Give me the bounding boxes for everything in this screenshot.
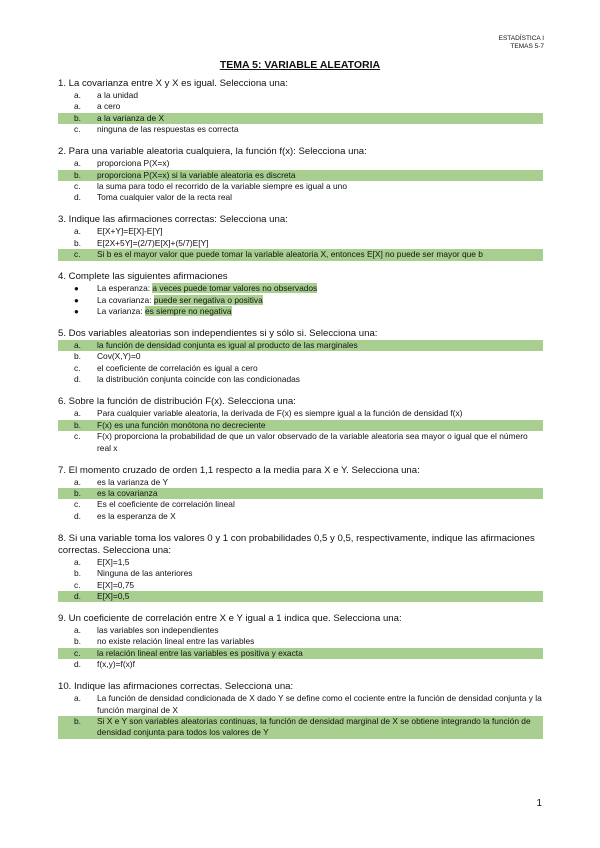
answer-option: a. proporciona P(X=x): [74, 158, 170, 169]
correct-answer-text: a veces puede tomar valores no observados: [152, 283, 318, 294]
answer-option: c. la suma para todo el recorrido de la variable siempre es igual a uno: [74, 181, 347, 192]
document-header: [499, 35, 544, 51]
statement-item: [58, 295, 543, 306]
correct-answer-option: b. a la varianza de X: [58, 113, 543, 124]
question-text: 5. Dos variables aleatorias son independientes si y sólo si. Selecciona una:: [58, 328, 378, 340]
page-number: 1: [536, 798, 542, 809]
answer-option: b. E[2X+5Y]=(2/7)E[X]+(5/7)E[Y]: [74, 237, 209, 248]
question-text: 6. Sobre la función de distribución F(x). Selecciona una:: [58, 396, 296, 408]
bullet: ●: [74, 295, 79, 305]
header-course: ESTADÍSTICA I: [498, 35, 544, 42]
question-text: 1. La covarianza entre X y X es igual. Selecciona una:: [58, 78, 288, 89]
answer-option: a. E[X]=1,5: [74, 556, 130, 567]
question-10: [58, 681, 543, 739]
statement-prefix: La covarianza:: [97, 294, 154, 305]
answer-option: a. a cero: [74, 101, 121, 112]
correct-answer-option: d. E[X]=0,5: [58, 591, 543, 602]
statement-item: [58, 306, 543, 317]
statement-prefix: La esperanza:: [97, 283, 153, 294]
answer-option: a. Para cualquier variable aleatoria, la derivada de F(x) es siempre igual a la función de densidad f(x): [74, 408, 463, 419]
answer-option: c. el coeficiente de correlación es igual a cero: [74, 362, 258, 373]
question-4: [58, 271, 543, 317]
question-text: 9. Un coeficiente de correlación entre X e Y igual a 1 indica que. Selecciona una:: [58, 612, 402, 624]
answer-option: a. a la unidad: [74, 90, 138, 100]
question-6: [58, 396, 543, 454]
question-1: [58, 78, 543, 136]
question-text: 3. Indique las afirmaciones correctas: Selecciona una:: [58, 214, 288, 226]
answer-option: c. F(x) proporciona la probabilidad de que un valor observado de la variable aleatoria sea mayor o igual que el número real x: [74, 431, 528, 453]
correct-answer-option: b. Si X e Y son variables aleatorias continuas, la función de densidad marginal de X se obtiene integrando la función de densidad conjunta para todos los valores de Y: [58, 716, 543, 739]
statement-prefix: La varianza:: [97, 306, 145, 317]
answer-option: b. Ninguna de las anteriores: [74, 568, 193, 579]
bullet: ●: [74, 307, 79, 317]
question-3: [58, 214, 543, 260]
correct-answer-option: c. Si b es el mayor valor que puede tomar la variable aleatoria X, entonces E[X] no puede ser mayor que b: [58, 249, 543, 260]
correct-answer-option: b. proporciona P(X=x) si la variable aleatoria es discreta: [58, 170, 543, 181]
answer-option: a. es la varianza de Y: [74, 476, 169, 487]
answer-option: a. La función de densidad condicionada de X dado Y se define como el cociente entre la función de densidad conjunta y la función marginal de X: [74, 693, 542, 715]
answer-option: c. ninguna de las respuestas es correcta: [74, 124, 239, 135]
answer-option: d. f(x,y)=f(x)f: [74, 659, 135, 670]
question-5: [58, 328, 543, 386]
question-2: [58, 146, 543, 204]
bullet: ●: [74, 284, 79, 294]
page-title: TEMA 5: VARIABLE ALEATORIA: [219, 59, 381, 71]
statement-item: [58, 283, 543, 294]
question-text: 7. El momento cruzado de orden 1,1 respecto a la media para X e Y. Selecciona una:: [58, 464, 420, 476]
question-9: [58, 613, 543, 671]
header-topics: TEMAS 5-7: [510, 43, 544, 50]
correct-answer-option: b. es la covarianza: [58, 488, 543, 499]
answer-option: a. E[X+Y]=E[X]-E[Y]: [74, 226, 163, 237]
answer-option: b. no existe relación lineal entre las variables: [74, 636, 255, 647]
answer-option: c. E[X]=0,75: [74, 579, 135, 590]
question-8: [58, 533, 543, 603]
answer-option: b. Cov(X,Y)=0: [74, 351, 141, 362]
correct-answer-option: a. la función de densidad conjunta es igual al producto de las marginales: [58, 340, 543, 351]
answer-option: d. la distribución conjunta coincide con las condicionadas: [74, 374, 300, 385]
question-text: 2. Para una variable aleatoria cualquiera, la función f(x): Selecciona una:: [58, 146, 367, 158]
answer-option: d. es la esperanza de X: [74, 510, 176, 521]
correct-answer-text: es siempre no negativa: [144, 306, 232, 317]
question-list: [58, 78, 543, 749]
question-text: 4. Complete las siguientes afirmaciones: [58, 271, 228, 283]
correct-answer-option: c. la relación lineal entre las variables es positiva y exacta: [58, 648, 543, 659]
answer-option: d. Toma cualquier valor de la recta real: [74, 192, 232, 203]
question-text: 10. Indique las afirmaciones correctas. Selecciona una:: [58, 681, 294, 693]
correct-answer-text: puede ser negativa o positiva: [153, 294, 263, 305]
question-7: [58, 465, 543, 523]
answer-option: a. las variables son independientes: [74, 624, 219, 635]
question-text: 8. Si una variable toma los valores 0 y 1 con probabilidades 0,5 y 0,5, respectivamente, indique las afirmaciones correctas. Selecciona una:: [58, 532, 535, 556]
answer-option: c. Es el coeficiente de correlación lineal: [74, 499, 235, 510]
correct-answer-option: b. F(x) es una función monótona no decreciente: [58, 420, 543, 431]
